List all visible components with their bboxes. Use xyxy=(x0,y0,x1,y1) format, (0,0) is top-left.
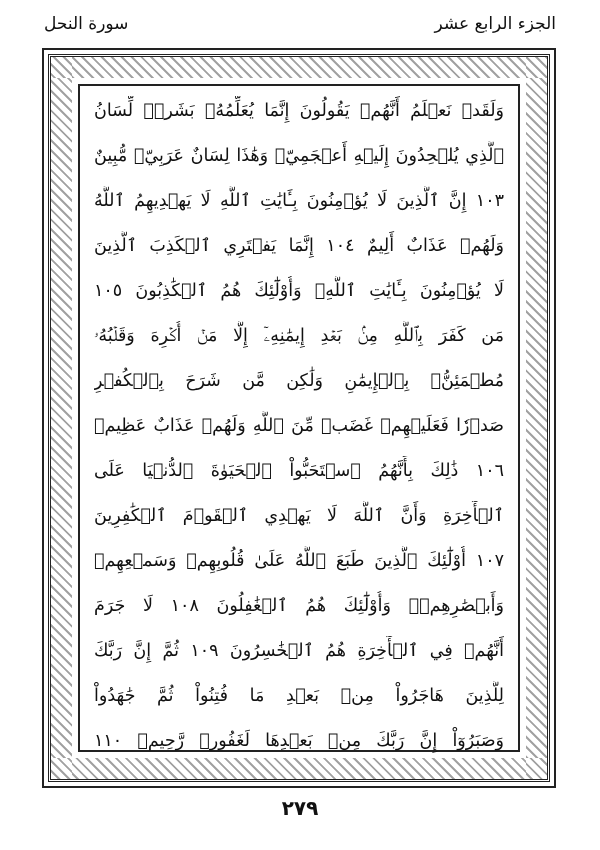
text-line: لِلَّذِينَ هَاجَرُواْ مِنۢ بَعۡدِ مَا فُتِنُواْ ثُمَّ جَٰهَدُواْ xyxy=(94,686,504,706)
text-line: وَأَبۡصَٰرِهِمۡۖ وَأُوْلَٰٓئِكَ هُمُ ٱلۡغَٰفِلُونَ ١٠٨ لَا جَرَمَ xyxy=(94,596,504,616)
text-line: ١٠٦ ذَٰلِكَ بِأَنَّهُمُ ٱسۡتَحَبُّواْ ٱلۡحَيَوٰةَ ٱلدُّنۡيَا عَلَى xyxy=(94,461,504,481)
text-line: مُطۡمَئِنُّۢ بِٱلۡإِيمَٰنِ وَلَٰكِن مَّن شَرَحَ بِٱلۡكُفۡرِ xyxy=(94,371,504,391)
text-line: وَصَبَرُوٓاْ إِنَّ رَبَّكَ مِنۢ بَعۡدِهَا لَغَفُورٞ رَّحِيمٞ ١١٠ xyxy=(94,731,504,751)
text-line: مَن كَفَرَ بِٱللَّهِ مِنۢ بَعۡدِ إِيمَٰنِهِۦٓ إِلَّا مَنۡ أُكۡرِهَ وَقَلۡبُهُۥ xyxy=(94,326,504,346)
juz-header: الجزء الرابع عشر xyxy=(434,14,556,34)
text-line: وَلَهُمۡ عَذَابٌ أَلِيمٌ ١٠٤ إِنَّمَا يَفۡتَرِي ٱلۡكَذِبَ ٱلَّذِينَ xyxy=(94,236,504,256)
text-area xyxy=(78,84,520,752)
text-line: لَا يُؤۡمِنُونَ بِـَٔايَٰتِ ٱللَّهِۖ وَأُوْلَٰٓئِكَ هُمُ ٱلۡكَٰذِبُونَ ١٠٥ xyxy=(94,281,504,301)
verse-lines xyxy=(80,86,518,750)
text-line: ١٠٧ أُوْلَٰٓئِكَ ٱلَّذِينَ طَبَعَ ٱللَّهُ عَلَىٰ قُلُوبِهِمۡ وَسَمۡعِهِمۡ xyxy=(94,551,504,571)
page-frame xyxy=(42,48,556,788)
text-line: وَلَقَدۡ نَعۡلَمُ أَنَّهُمۡ يَقُولُونَ إِنَّمَا يُعَلِّمُهُۥ بَشَرٞۗ لِّسَانُ xyxy=(94,101,504,121)
surah-header: سورة النحل xyxy=(44,14,129,34)
text-line: ٱلۡأٓخِرَةِ وَأَنَّ ٱللَّهَ لَا يَهۡدِي ٱلۡقَوۡمَ ٱلۡكَٰفِرِينَ xyxy=(94,506,504,526)
page-number: ٢٧٩ xyxy=(281,796,319,820)
text-line: صَدۡرٗا فَعَلَيۡهِمۡ غَضَبٞ مِّنَ ٱللَّهِ وَلَهُمۡ عَذَابٌ عَظِيمٞ xyxy=(94,416,504,436)
text-line: ١٠٣ إِنَّ ٱلَّذِينَ لَا يُؤۡمِنُونَ بِـَٔايَٰتِ ٱللَّهِ لَا يَهۡدِيهِمُ ٱللَّهُ xyxy=(94,191,504,211)
text-line: ٱلَّذِي يُلۡحِدُونَ إِلَيۡهِ أَعۡجَمِيّٞ وَهَٰذَا لِسَانٌ عَرَبِيّٞ مُّبِينٌ xyxy=(94,146,504,166)
text-line: أَنَّهُمۡ فِي ٱلۡأٓخِرَةِ هُمُ ٱلۡخَٰسِرُونَ ١٠٩ ثُمَّ إِنَّ رَبَّكَ xyxy=(94,641,504,661)
